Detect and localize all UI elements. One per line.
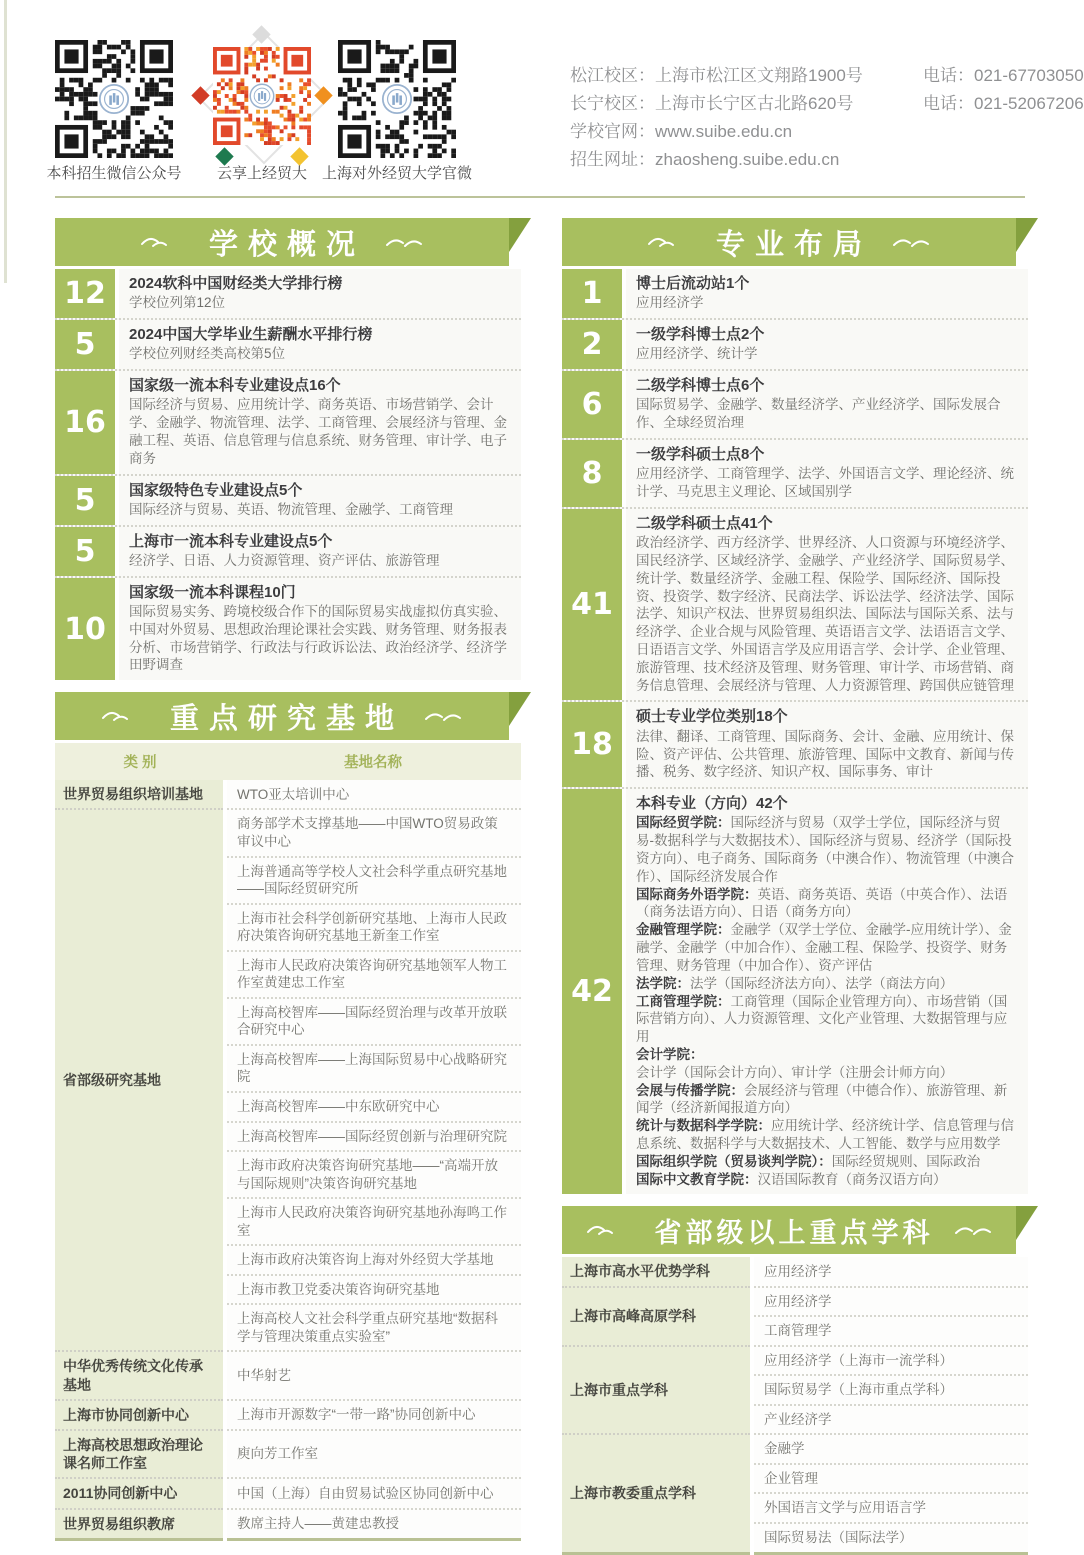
key-disciplines-table bbox=[562, 1257, 1028, 1554]
base-name: 上海普通高等学校人文社会科学重点研究基地——国际经贸研究所 bbox=[225, 857, 521, 904]
stat-row bbox=[562, 371, 1028, 440]
stat-number: 8 bbox=[562, 440, 626, 507]
college-majors-line bbox=[636, 1153, 1018, 1171]
section-title: 省部级以上重点学科 bbox=[654, 1217, 934, 1248]
qr-code-admissions-wechat bbox=[55, 40, 173, 158]
base-name: 上海市政府决策咨询上海对外经贸大学基地 bbox=[225, 1245, 521, 1275]
college-majors: 英语、商务英语、英语（中英合作）、法语（商务法语方向）、日语（商务方向） bbox=[636, 886, 1008, 920]
contact-label: 长宁校区： bbox=[570, 94, 655, 113]
college-name: 工商管理学院： bbox=[636, 993, 731, 1009]
phone-label: 电话： bbox=[923, 66, 974, 85]
stat-row bbox=[562, 509, 1028, 703]
college-majors-line bbox=[636, 814, 1018, 885]
base-category: 中华优秀传统文化传承基地 bbox=[55, 1351, 225, 1399]
contact-value: 上海市松江区文翔路1900号 bbox=[655, 66, 863, 85]
left-column bbox=[55, 218, 521, 1541]
stat-detail: 国际贸易学、金融学、数量经济学、产业经济学、国际发展合作、全球经贸治理 bbox=[636, 397, 1001, 431]
stat-detail: 应用经济学、工商管理学、法学、外国语言文学、理论经济、统计学、马克思主义理论、区域国别学 bbox=[636, 466, 1014, 500]
college-name: 国际商务外语学院： bbox=[636, 886, 758, 902]
table-body bbox=[55, 780, 521, 1539]
stat-detail: 经济学、日语、人力资源管理、资产评估、旅游管理 bbox=[129, 552, 440, 568]
base-name: 中国（上海）自由贸易试验区协同创新中心 bbox=[225, 1478, 521, 1508]
column-header: 基地名称 bbox=[225, 743, 521, 780]
stat-detail: 国际经济与贸易、应用统计学、商务英语、市场营销学、会计学、金融学、物流管理、法学、工商管理、会展经济与管理、金融工程、英语、信息管理与信息系统、财务管理、审计学、电子商务 bbox=[129, 397, 507, 466]
discipline-name: 应用经济学 bbox=[752, 1257, 1028, 1286]
college-majors-line bbox=[636, 921, 1018, 974]
base-name: 商务部学术支撑基地——中国WTO贸易政策审议中心 bbox=[225, 809, 521, 856]
stat-detail: 政治经济学、西方经济学、世界经济、人口资源与环境经济学、国民经济学、区域经济学、金融学、产业经济学、国际贸易学、统计学、数量经济学、金融工程、保险学、国际经济、国际投资、投资学、数字经济、民商法学、诉讼法学、经济法学、国际法学、知识产权法、世界贸易组织法、国际法与国际关系、法与经济学、企业合规与风险管理、英语语言文学、法语语言文学、日语语言文学、外国语言学及应用语言学、会计学、企业管理、旅游管理、技术经济及管理、财务管理、审计学、市场营销、商务信息管理、会展经济与管理、人力资源管理、跨国供应链管理 bbox=[636, 535, 1014, 693]
stat-title: 一级学科硕士点8个 bbox=[636, 446, 765, 463]
college-majors-line bbox=[636, 1046, 1018, 1082]
contact-label: 学校官网： bbox=[570, 122, 655, 141]
discipline-name: 国际贸易法（国际法学） bbox=[752, 1523, 1028, 1553]
contact-label: 松江校区： bbox=[570, 66, 655, 85]
contact-row bbox=[570, 146, 1084, 174]
section-header-research bbox=[55, 692, 509, 740]
discipline-name: 金融学 bbox=[752, 1434, 1028, 1464]
base-name: 庾向芳工作室 bbox=[225, 1430, 521, 1478]
stat-detail: 国际贸易实务、跨境校级合作下的国际贸易实战虚拟仿真实验、中国对外贸易、思想政治理论课社会实践、财务管理、财务报表分析、市场营销学、行政法与行政诉讼法、政治经济学、经济学田野调查 bbox=[129, 604, 507, 673]
stat-content bbox=[119, 476, 521, 525]
table-row bbox=[55, 1430, 521, 1478]
stat-title: 硕士专业学位类别18个 bbox=[636, 708, 788, 726]
base-name: 上海市开源数字“一带一路”协同创新中心 bbox=[225, 1400, 521, 1430]
bird-icon bbox=[950, 1221, 994, 1239]
table-row bbox=[562, 1257, 1028, 1286]
bird-icon bbox=[646, 233, 690, 251]
bird-icon bbox=[381, 233, 425, 251]
stat-content bbox=[119, 527, 521, 576]
stat-content bbox=[626, 702, 1028, 787]
table-row bbox=[562, 1346, 1028, 1376]
stat-row bbox=[55, 578, 521, 681]
bird-icon bbox=[420, 707, 464, 725]
stat-row bbox=[55, 320, 521, 371]
contact-value: www.suibe.edu.cn bbox=[655, 122, 793, 141]
discipline-category: 上海市高水平优势学科 bbox=[562, 1257, 752, 1286]
stat-content bbox=[626, 440, 1028, 507]
stat-row bbox=[562, 702, 1028, 789]
base-category: 2011协同创新中心 bbox=[55, 1478, 225, 1508]
section-title: 专业布局 bbox=[715, 228, 872, 261]
discipline-name: 应用经济学 bbox=[752, 1287, 1028, 1317]
stat-content bbox=[119, 578, 521, 681]
college-name: 会计学院： bbox=[636, 1046, 704, 1062]
stat-number: 5 bbox=[55, 320, 119, 369]
stat-detail: 学校位列第12位 bbox=[129, 295, 226, 311]
discipline-category: 上海市高峰高原学科 bbox=[562, 1287, 752, 1346]
discipline-name: 应用经济学（上海市一流学科） bbox=[752, 1346, 1028, 1376]
discipline-name: 国际贸易学（上海市重点学科） bbox=[752, 1375, 1028, 1405]
college-majors-line bbox=[636, 975, 1018, 993]
right-column bbox=[562, 218, 1028, 1555]
discipline-name: 工商管理学 bbox=[752, 1316, 1028, 1346]
stat-row bbox=[562, 789, 1028, 1194]
college-majors-line bbox=[636, 1171, 1018, 1189]
stat-content bbox=[626, 371, 1028, 438]
stat-row bbox=[55, 269, 521, 320]
college-majors-line bbox=[636, 1117, 1018, 1153]
stat-number: 6 bbox=[562, 371, 626, 438]
discipline-category: 上海市教委重点学科 bbox=[562, 1434, 752, 1553]
qr-code-image bbox=[213, 47, 311, 145]
qr-label: 本科招生微信公众号 bbox=[46, 165, 182, 182]
stat-number: 42 bbox=[562, 789, 626, 1194]
base-name: 上海高校智库——国际经贸治理与改革开放联合研究中心 bbox=[225, 998, 521, 1045]
base-name: 上海市政府决策咨询研究基地——“高端开放与国际规则”决策咨询研究基地 bbox=[225, 1151, 521, 1198]
section-title: 学校概况 bbox=[208, 228, 365, 261]
stat-content bbox=[626, 320, 1028, 369]
base-name: 上海市人民政府决策咨询研究基地领军人物工作室黄建忠工作室 bbox=[225, 951, 521, 998]
stat-number: 5 bbox=[55, 527, 119, 576]
stat-row bbox=[562, 320, 1028, 371]
stat-number: 16 bbox=[55, 371, 119, 474]
qr-code-official-weibo bbox=[338, 40, 456, 158]
column-header: 类 别 bbox=[55, 743, 225, 780]
ribbon-fold bbox=[509, 692, 531, 726]
table-row bbox=[55, 780, 521, 809]
base-category: 世界贸易组织培训基地 bbox=[55, 780, 225, 809]
stat-title: 国家级一流本科专业建设点16个 bbox=[129, 377, 341, 395]
stat-title: 国家级特色专业建设点5个 bbox=[129, 481, 303, 499]
contact-row bbox=[570, 118, 1084, 146]
stat-detail: 法律、翻译、工商管理、国际商务、会计、金融、应用统计、保险、资产评估、公共管理、旅游管理、国际中文教育、新闻与传播、税务、数字经济、知识产权、国际事务、审计 bbox=[636, 728, 1014, 780]
table-head-row bbox=[55, 743, 521, 780]
base-name: 教席主持人——黄建忠教授 bbox=[225, 1509, 521, 1540]
college-majors-line bbox=[636, 886, 1018, 922]
bird-icon bbox=[888, 233, 932, 251]
stat-number: 12 bbox=[55, 269, 119, 318]
table-row bbox=[55, 1509, 521, 1540]
bird-icon bbox=[100, 707, 144, 725]
base-name: 中华射艺 bbox=[225, 1351, 521, 1399]
qr-label: 上海对外经贸大学官微 bbox=[322, 165, 473, 182]
stat-content bbox=[626, 509, 1028, 701]
stat-title: 2024中国大学毕业生薪酬水平排行榜 bbox=[129, 326, 373, 344]
ribbon-fold bbox=[1016, 218, 1038, 252]
stat-row bbox=[55, 476, 521, 527]
college-majors: 金融学（双学士学位、金融学-应用统计学）、金融学、金融学（中加合作）、金融工程、保险学、投资学、财务管理、财务管理（中加合作）、资产评估 bbox=[636, 922, 1012, 973]
qr-code-image bbox=[338, 40, 456, 158]
qr-code-cloud-campus bbox=[196, 30, 328, 162]
stat-title: 上海市一流本科专业建设点5个 bbox=[129, 532, 333, 550]
stat-title: 博士后流动站1个 bbox=[636, 275, 750, 292]
base-category: 省部级研究基地 bbox=[55, 809, 225, 1351]
research-bases-table bbox=[55, 743, 521, 1541]
table-row bbox=[55, 1478, 521, 1508]
base-name: 上海市社会科学创新研究基地、上海市人民政府决策咨询研究基地王新奎工作室 bbox=[225, 904, 521, 951]
contact-row bbox=[570, 62, 1084, 90]
stat-title: 国家级一流本科课程10门 bbox=[129, 583, 296, 601]
college-name: 国际组织学院（贸易谈判学院）： bbox=[636, 1153, 832, 1169]
college-name: 国际经贸学院： bbox=[636, 815, 731, 831]
stat-content bbox=[119, 320, 521, 369]
contact-value: 上海市长宁区古北路620号 bbox=[655, 94, 854, 113]
college-majors: 会计学（国际会计方向）、审计学（注册会计师方向） bbox=[636, 1064, 954, 1080]
stat-row bbox=[562, 440, 1028, 509]
college-majors: 汉语国际教育（商务汉语方向） bbox=[757, 1171, 947, 1187]
stat-detail: 应用经济学、统计学 bbox=[636, 346, 758, 362]
stat-detail: 国际经济与贸易、英语、物流管理、金融学、工商管理 bbox=[129, 501, 453, 517]
discipline-name: 外国语言文学与应用语言学 bbox=[752, 1493, 1028, 1523]
stat-content bbox=[119, 269, 521, 318]
section-header-majors bbox=[562, 218, 1016, 266]
stat-detail: 学校位列财经类高校第5位 bbox=[129, 346, 286, 362]
overview-stat-list bbox=[55, 269, 521, 680]
bird-icon bbox=[585, 1221, 629, 1239]
base-name: 上海高校智库——中东欧研究中心 bbox=[225, 1092, 521, 1122]
stat-content bbox=[626, 789, 1028, 1194]
majors-stat-list bbox=[562, 269, 1028, 1194]
table-body bbox=[562, 1257, 1028, 1553]
college-majors: 会展经济与管理（中德合作）、旅游管理、新闻学（经济新闻报道方向） bbox=[636, 1082, 1008, 1116]
college-majors: 国际经贸规则、国际政治 bbox=[831, 1153, 981, 1169]
contact-row bbox=[570, 90, 1084, 118]
college-name: 统计与数据科学学院： bbox=[636, 1118, 771, 1134]
phone-number: 021-52067206 bbox=[974, 94, 1084, 113]
table-row bbox=[55, 1400, 521, 1430]
stat-title: 一级学科博士点2个 bbox=[636, 326, 765, 344]
ribbon-fold bbox=[1016, 1206, 1038, 1240]
base-category: 上海高校思想政治理论课名师工作室 bbox=[55, 1430, 225, 1478]
stat-row bbox=[562, 269, 1028, 320]
contact-value: zhaosheng.suibe.edu.cn bbox=[655, 150, 840, 169]
stat-title: 2024软科中国财经类大学排行榜 bbox=[129, 275, 343, 292]
college-name: 国际中文教育学院： bbox=[636, 1171, 758, 1187]
stat-content bbox=[119, 371, 521, 474]
section-header-overview bbox=[55, 218, 509, 266]
stat-content bbox=[626, 269, 1028, 318]
contact-label: 招生网址： bbox=[570, 150, 655, 169]
contact-info bbox=[570, 62, 1084, 174]
table-row bbox=[562, 1434, 1028, 1464]
phone-label: 电话： bbox=[923, 94, 974, 113]
stat-title: 本科专业（方向）42个 bbox=[636, 795, 788, 813]
discipline-name: 产业经济学 bbox=[752, 1405, 1028, 1435]
base-name: 上海市教卫党委决策咨询研究基地 bbox=[225, 1275, 521, 1305]
base-category: 上海市协同创新中心 bbox=[55, 1400, 225, 1430]
college-majors: 国际经济与贸易（双学士学位，国际经济与贸易-数据科学与大数据技术）、国际经济与贸易、经济学（国际投资方向）、电子商务、国际商务（中澳合作）、物流管理（中澳合作）、国际经济发展合作 bbox=[636, 815, 1014, 884]
college-majors: 应用统计学、经济统计学、信息管理与信息系统、数据科学与大数据技术、人工智能、数学与应用数学 bbox=[636, 1118, 1014, 1151]
table-head bbox=[55, 743, 521, 780]
base-name: 上海高校人文社会科学重点研究基地“数据科学与管理决策重点实验室” bbox=[225, 1304, 521, 1351]
table-row bbox=[562, 1287, 1028, 1317]
qr-label: 云享上经贸大 bbox=[216, 165, 307, 182]
stat-detail: 应用经济学 bbox=[636, 295, 704, 311]
stat-number: 10 bbox=[55, 578, 119, 681]
header-divider bbox=[55, 196, 1025, 198]
bird-icon bbox=[139, 233, 183, 251]
stat-number: 2 bbox=[562, 320, 626, 369]
base-name: 上海高校智库——国际经贸创新与治理研究院 bbox=[225, 1122, 521, 1152]
base-category: 世界贸易组织教席 bbox=[55, 1509, 225, 1540]
college-name: 金融管理学院： bbox=[636, 922, 731, 938]
discipline-name: 企业管理 bbox=[752, 1464, 1028, 1494]
table-row bbox=[55, 1351, 521, 1399]
stat-title: 二级学科硕士点41个 bbox=[636, 514, 773, 532]
table-row bbox=[55, 809, 521, 856]
ribbon-fold bbox=[509, 218, 531, 252]
college-majors: 法学（国际经济法方向）、法学（商法方向） bbox=[690, 975, 954, 991]
section-header-disciplines bbox=[562, 1206, 1016, 1254]
phone-number: 021-67703050 bbox=[974, 66, 1084, 85]
base-name: WTO亚太培训中心 bbox=[225, 780, 521, 809]
stat-row bbox=[55, 527, 521, 578]
college-majors-line bbox=[636, 993, 1018, 1046]
base-name: 上海高校智库——上海国际贸易中心战略研究院 bbox=[225, 1045, 521, 1092]
stat-number: 5 bbox=[55, 476, 119, 525]
stat-row bbox=[55, 371, 521, 476]
discipline-category: 上海市重点学科 bbox=[562, 1346, 752, 1435]
college-name: 法学院： bbox=[636, 975, 690, 991]
college-majors-line bbox=[636, 1082, 1018, 1118]
section-title: 重点研究基地 bbox=[169, 702, 404, 735]
college-majors: 工商管理（国际企业管理方向）、市场营销（国际营销方向）、人力资源管理、文化产业管理、大数据管理与应用 bbox=[636, 993, 1008, 1045]
college-name: 会展与传播学院： bbox=[636, 1082, 744, 1098]
stat-number: 1 bbox=[562, 269, 626, 318]
stat-title: 二级学科博士点6个 bbox=[636, 377, 765, 395]
base-name: 上海市人民政府决策咨询研究基地孙海鸣工作室 bbox=[225, 1198, 521, 1245]
stat-number: 18 bbox=[562, 702, 626, 787]
qr-code-image bbox=[55, 40, 173, 158]
stat-number: 41 bbox=[562, 509, 626, 701]
page-edge-line bbox=[4, 0, 7, 283]
